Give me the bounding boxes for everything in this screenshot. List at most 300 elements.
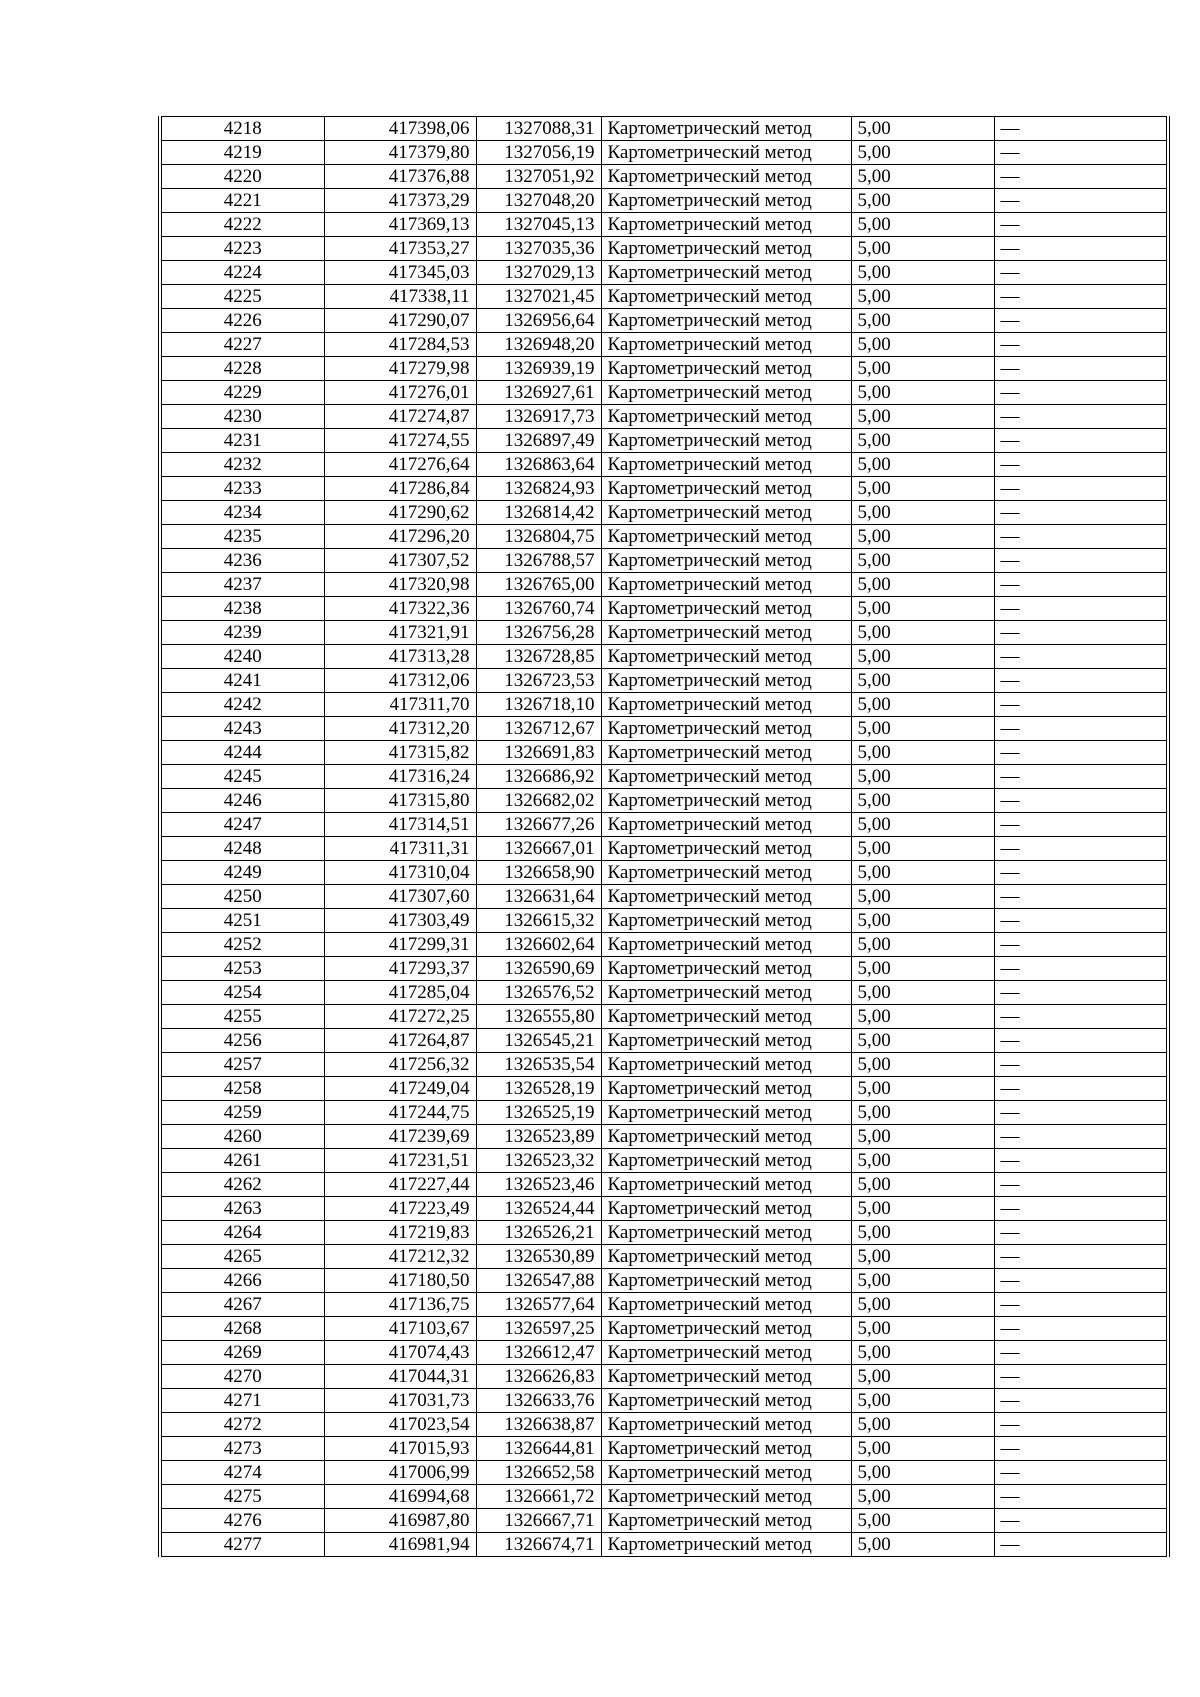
y-coordinate-cell: 1326718,10	[476, 693, 601, 717]
method-cell: Картометрический метод	[601, 405, 851, 429]
description-cell: —	[994, 1437, 1168, 1461]
y-coordinate-cell: 1326712,67	[476, 717, 601, 741]
description-cell: —	[994, 501, 1168, 525]
accuracy-cell: 5,00	[851, 189, 994, 213]
method-cell: Картометрический метод	[601, 885, 851, 909]
accuracy-cell: 5,00	[851, 1245, 994, 1269]
point-number-cell: 4240	[160, 645, 324, 669]
x-coordinate-cell: 417103,67	[324, 1317, 476, 1341]
accuracy-cell: 5,00	[851, 621, 994, 645]
table-row	[160, 141, 1168, 165]
x-coordinate-cell: 417307,60	[324, 885, 476, 909]
accuracy-cell: 5,00	[851, 1149, 994, 1173]
x-coordinate-cell: 417316,24	[324, 765, 476, 789]
table-row	[160, 1437, 1168, 1461]
description-cell: —	[994, 117, 1168, 141]
x-coordinate-cell: 417321,91	[324, 621, 476, 645]
table-row	[160, 789, 1168, 813]
point-number-cell: 4228	[160, 357, 324, 381]
point-number-cell: 4241	[160, 669, 324, 693]
accuracy-cell: 5,00	[851, 1365, 994, 1389]
point-number-cell: 4260	[160, 1125, 324, 1149]
method-cell: Картометрический метод	[601, 1509, 851, 1533]
method-cell: Картометрический метод	[601, 1437, 851, 1461]
description-cell: —	[994, 1197, 1168, 1221]
y-coordinate-cell: 1326633,76	[476, 1389, 601, 1413]
point-number-cell: 4255	[160, 1005, 324, 1029]
y-coordinate-cell: 1326528,19	[476, 1077, 601, 1101]
x-coordinate-cell: 416987,80	[324, 1509, 476, 1533]
y-coordinate-cell: 1326535,54	[476, 1053, 601, 1077]
description-cell: —	[994, 1461, 1168, 1485]
accuracy-cell: 5,00	[851, 117, 994, 141]
y-coordinate-cell: 1326897,49	[476, 429, 601, 453]
accuracy-cell: 5,00	[851, 1533, 994, 1557]
table-row	[160, 1173, 1168, 1197]
accuracy-cell: 5,00	[851, 309, 994, 333]
x-coordinate-cell: 416994,68	[324, 1485, 476, 1509]
y-coordinate-cell: 1326723,53	[476, 669, 601, 693]
method-cell: Картометрический метод	[601, 1389, 851, 1413]
x-coordinate-cell: 417310,04	[324, 861, 476, 885]
description-cell: —	[994, 1293, 1168, 1317]
point-number-cell: 4244	[160, 741, 324, 765]
method-cell: Картометрический метод	[601, 549, 851, 573]
point-number-cell: 4258	[160, 1077, 324, 1101]
description-cell: —	[994, 717, 1168, 741]
y-coordinate-cell: 1326631,64	[476, 885, 601, 909]
method-cell: Картометрический метод	[601, 1533, 851, 1557]
accuracy-cell: 5,00	[851, 1317, 994, 1341]
method-cell: Картометрический метод	[601, 117, 851, 141]
table-row	[160, 1053, 1168, 1077]
x-coordinate-cell: 417373,29	[324, 189, 476, 213]
method-cell: Картометрический метод	[601, 189, 851, 213]
point-number-cell: 4267	[160, 1293, 324, 1317]
point-number-cell: 4277	[160, 1533, 324, 1557]
description-cell: —	[994, 549, 1168, 573]
description-cell: —	[994, 1485, 1168, 1509]
accuracy-cell: 5,00	[851, 957, 994, 981]
table-row	[160, 357, 1168, 381]
method-cell: Картометрический метод	[601, 1485, 851, 1509]
point-number-cell: 4224	[160, 261, 324, 285]
method-cell: Картометрический метод	[601, 1149, 851, 1173]
x-coordinate-cell: 417244,75	[324, 1101, 476, 1125]
x-coordinate-cell: 417180,50	[324, 1269, 476, 1293]
description-cell: —	[994, 981, 1168, 1005]
accuracy-cell: 5,00	[851, 1485, 994, 1509]
method-cell: Картометрический метод	[601, 429, 851, 453]
x-coordinate-cell: 417284,53	[324, 333, 476, 357]
x-coordinate-cell: 417231,51	[324, 1149, 476, 1173]
point-number-cell: 4245	[160, 765, 324, 789]
method-cell: Картометрический метод	[601, 1221, 851, 1245]
point-number-cell: 4221	[160, 189, 324, 213]
point-number-cell: 4254	[160, 981, 324, 1005]
table-row	[160, 573, 1168, 597]
table-row	[160, 261, 1168, 285]
method-cell: Картометрический метод	[601, 1101, 851, 1125]
accuracy-cell: 5,00	[851, 141, 994, 165]
accuracy-cell: 5,00	[851, 741, 994, 765]
point-number-cell: 4246	[160, 789, 324, 813]
description-cell: —	[994, 237, 1168, 261]
description-cell: —	[994, 1389, 1168, 1413]
y-coordinate-cell: 1326661,72	[476, 1485, 601, 1509]
description-cell: —	[994, 357, 1168, 381]
accuracy-cell: 5,00	[851, 429, 994, 453]
x-coordinate-cell: 417239,69	[324, 1125, 476, 1149]
method-cell: Картометрический метод	[601, 1365, 851, 1389]
point-number-cell: 4252	[160, 933, 324, 957]
description-cell: —	[994, 285, 1168, 309]
x-coordinate-cell: 417279,98	[324, 357, 476, 381]
point-number-cell: 4271	[160, 1389, 324, 1413]
method-cell: Картометрический метод	[601, 1053, 851, 1077]
accuracy-cell: 5,00	[851, 165, 994, 189]
table-row	[160, 285, 1168, 309]
y-coordinate-cell: 1326824,93	[476, 477, 601, 501]
table-row	[160, 621, 1168, 645]
x-coordinate-cell: 417227,44	[324, 1173, 476, 1197]
point-number-cell: 4273	[160, 1437, 324, 1461]
accuracy-cell: 5,00	[851, 1029, 994, 1053]
y-coordinate-cell: 1327021,45	[476, 285, 601, 309]
accuracy-cell: 5,00	[851, 909, 994, 933]
method-cell: Картометрический метод	[601, 1269, 851, 1293]
x-coordinate-cell: 417315,80	[324, 789, 476, 813]
accuracy-cell: 5,00	[851, 453, 994, 477]
x-coordinate-cell: 417290,07	[324, 309, 476, 333]
x-coordinate-cell: 417023,54	[324, 1413, 476, 1437]
method-cell: Картометрический метод	[601, 621, 851, 645]
accuracy-cell: 5,00	[851, 885, 994, 909]
table-row	[160, 405, 1168, 429]
point-number-cell: 4247	[160, 813, 324, 837]
table-row	[160, 309, 1168, 333]
accuracy-cell: 5,00	[851, 1173, 994, 1197]
table-row	[160, 453, 1168, 477]
accuracy-cell: 5,00	[851, 789, 994, 813]
description-cell: —	[994, 1077, 1168, 1101]
y-coordinate-cell: 1326547,88	[476, 1269, 601, 1293]
point-number-cell: 4268	[160, 1317, 324, 1341]
table-row	[160, 933, 1168, 957]
y-coordinate-cell: 1326644,81	[476, 1437, 601, 1461]
method-cell: Картометрический метод	[601, 357, 851, 381]
description-cell: —	[994, 597, 1168, 621]
table-row	[160, 549, 1168, 573]
point-number-cell: 4275	[160, 1485, 324, 1509]
point-number-cell: 4230	[160, 405, 324, 429]
y-coordinate-cell: 1326612,47	[476, 1341, 601, 1365]
accuracy-cell: 5,00	[851, 693, 994, 717]
y-coordinate-cell: 1326682,02	[476, 789, 601, 813]
y-coordinate-cell: 1326691,83	[476, 741, 601, 765]
point-number-cell: 4251	[160, 909, 324, 933]
description-cell: —	[994, 1317, 1168, 1341]
table-row	[160, 669, 1168, 693]
method-cell: Картометрический метод	[601, 237, 851, 261]
x-coordinate-cell: 417074,43	[324, 1341, 476, 1365]
y-coordinate-cell: 1326652,58	[476, 1461, 601, 1485]
table-row	[160, 501, 1168, 525]
y-coordinate-cell: 1326526,21	[476, 1221, 601, 1245]
description-cell: —	[994, 1101, 1168, 1125]
point-number-cell: 4238	[160, 597, 324, 621]
table-row	[160, 165, 1168, 189]
table-row	[160, 1485, 1168, 1509]
accuracy-cell: 5,00	[851, 1053, 994, 1077]
point-number-cell: 4270	[160, 1365, 324, 1389]
y-coordinate-cell: 1326674,71	[476, 1533, 601, 1557]
x-coordinate-cell: 417219,83	[324, 1221, 476, 1245]
description-cell: —	[994, 141, 1168, 165]
x-coordinate-cell: 417256,32	[324, 1053, 476, 1077]
y-coordinate-cell: 1326863,64	[476, 453, 601, 477]
accuracy-cell: 5,00	[851, 285, 994, 309]
y-coordinate-cell: 1327045,13	[476, 213, 601, 237]
y-coordinate-cell: 1326667,71	[476, 1509, 601, 1533]
description-cell: —	[994, 669, 1168, 693]
description-cell: —	[994, 1149, 1168, 1173]
method-cell: Картометрический метод	[601, 981, 851, 1005]
method-cell: Картометрический метод	[601, 165, 851, 189]
point-number-cell: 4243	[160, 717, 324, 741]
accuracy-cell: 5,00	[851, 765, 994, 789]
y-coordinate-cell: 1326804,75	[476, 525, 601, 549]
coordinates-table	[158, 116, 1170, 1557]
description-cell: —	[994, 861, 1168, 885]
method-cell: Картометрический метод	[601, 1461, 851, 1485]
x-coordinate-cell: 417376,88	[324, 165, 476, 189]
accuracy-cell: 5,00	[851, 837, 994, 861]
description-cell: —	[994, 885, 1168, 909]
description-cell: —	[994, 741, 1168, 765]
x-coordinate-cell: 417006,99	[324, 1461, 476, 1485]
description-cell: —	[994, 909, 1168, 933]
y-coordinate-cell: 1326524,44	[476, 1197, 601, 1221]
point-number-cell: 4272	[160, 1413, 324, 1437]
table-row	[160, 237, 1168, 261]
table-row	[160, 981, 1168, 1005]
table-row	[160, 1293, 1168, 1317]
accuracy-cell: 5,00	[851, 669, 994, 693]
y-coordinate-cell: 1326638,87	[476, 1413, 601, 1437]
table-row	[160, 1101, 1168, 1125]
point-number-cell: 4239	[160, 621, 324, 645]
x-coordinate-cell: 417311,70	[324, 693, 476, 717]
y-coordinate-cell: 1326756,28	[476, 621, 601, 645]
accuracy-cell: 5,00	[851, 357, 994, 381]
point-number-cell: 4264	[160, 1221, 324, 1245]
table-body	[160, 117, 1168, 1557]
y-coordinate-cell: 1326523,32	[476, 1149, 601, 1173]
point-number-cell: 4237	[160, 573, 324, 597]
x-coordinate-cell: 417136,75	[324, 1293, 476, 1317]
accuracy-cell: 5,00	[851, 861, 994, 885]
accuracy-cell: 5,00	[851, 717, 994, 741]
x-coordinate-cell: 417314,51	[324, 813, 476, 837]
y-coordinate-cell: 1326760,74	[476, 597, 601, 621]
description-cell: —	[994, 693, 1168, 717]
point-number-cell: 4276	[160, 1509, 324, 1533]
y-coordinate-cell: 1326626,83	[476, 1365, 601, 1389]
point-number-cell: 4256	[160, 1029, 324, 1053]
description-cell: —	[994, 477, 1168, 501]
accuracy-cell: 5,00	[851, 1413, 994, 1437]
table-row	[160, 429, 1168, 453]
y-coordinate-cell: 1326523,46	[476, 1173, 601, 1197]
accuracy-cell: 5,00	[851, 981, 994, 1005]
y-coordinate-cell: 1327051,92	[476, 165, 601, 189]
table-row	[160, 1509, 1168, 1533]
description-cell: —	[994, 1341, 1168, 1365]
description-cell: —	[994, 645, 1168, 669]
description-cell: —	[994, 429, 1168, 453]
y-coordinate-cell: 1327035,36	[476, 237, 601, 261]
table-row	[160, 1149, 1168, 1173]
method-cell: Картометрический метод	[601, 765, 851, 789]
description-cell: —	[994, 453, 1168, 477]
point-number-cell: 4262	[160, 1173, 324, 1197]
table-row	[160, 477, 1168, 501]
x-coordinate-cell: 417276,01	[324, 381, 476, 405]
point-number-cell: 4235	[160, 525, 324, 549]
x-coordinate-cell: 416981,94	[324, 1533, 476, 1557]
table-row	[160, 1533, 1168, 1557]
method-cell: Картометрический метод	[601, 309, 851, 333]
accuracy-cell: 5,00	[851, 1221, 994, 1245]
description-cell: —	[994, 381, 1168, 405]
table-row	[160, 957, 1168, 981]
description-cell: —	[994, 261, 1168, 285]
method-cell: Картометрический метод	[601, 333, 851, 357]
x-coordinate-cell: 417276,64	[324, 453, 476, 477]
accuracy-cell: 5,00	[851, 501, 994, 525]
table-row	[160, 597, 1168, 621]
point-number-cell: 4269	[160, 1341, 324, 1365]
table-row	[160, 1389, 1168, 1413]
method-cell: Картометрический метод	[601, 501, 851, 525]
accuracy-cell: 5,00	[851, 1101, 994, 1125]
accuracy-cell: 5,00	[851, 1125, 994, 1149]
x-coordinate-cell: 417312,20	[324, 717, 476, 741]
y-coordinate-cell: 1326917,73	[476, 405, 601, 429]
method-cell: Картометрический метод	[601, 1125, 851, 1149]
point-number-cell: 4265	[160, 1245, 324, 1269]
method-cell: Картометрический метод	[601, 213, 851, 237]
y-coordinate-cell: 1326788,57	[476, 549, 601, 573]
accuracy-cell: 5,00	[851, 525, 994, 549]
method-cell: Картометрический метод	[601, 1413, 851, 1437]
table-row	[160, 213, 1168, 237]
method-cell: Картометрический метод	[601, 1293, 851, 1317]
table-row	[160, 741, 1168, 765]
accuracy-cell: 5,00	[851, 1269, 994, 1293]
method-cell: Картометрический метод	[601, 1005, 851, 1029]
y-coordinate-cell: 1326927,61	[476, 381, 601, 405]
table-row	[160, 189, 1168, 213]
y-coordinate-cell: 1326523,89	[476, 1125, 601, 1149]
y-coordinate-cell: 1326602,64	[476, 933, 601, 957]
table-row	[160, 1077, 1168, 1101]
accuracy-cell: 5,00	[851, 1293, 994, 1317]
x-coordinate-cell: 417312,06	[324, 669, 476, 693]
x-coordinate-cell: 417015,93	[324, 1437, 476, 1461]
method-cell: Картометрический метод	[601, 933, 851, 957]
method-cell: Картометрический метод	[601, 597, 851, 621]
y-coordinate-cell: 1326728,85	[476, 645, 601, 669]
point-number-cell: 4232	[160, 453, 324, 477]
method-cell: Картометрический метод	[601, 1245, 851, 1269]
x-coordinate-cell: 417338,11	[324, 285, 476, 309]
method-cell: Картометрический метод	[601, 1173, 851, 1197]
description-cell: —	[994, 837, 1168, 861]
accuracy-cell: 5,00	[851, 477, 994, 501]
y-coordinate-cell: 1326555,80	[476, 1005, 601, 1029]
point-number-cell: 4242	[160, 693, 324, 717]
point-number-cell: 4261	[160, 1149, 324, 1173]
description-cell: —	[994, 165, 1168, 189]
x-coordinate-cell: 417320,98	[324, 573, 476, 597]
table-row	[160, 837, 1168, 861]
accuracy-cell: 5,00	[851, 1509, 994, 1533]
description-cell: —	[994, 1245, 1168, 1269]
y-coordinate-cell: 1326667,01	[476, 837, 601, 861]
description-cell: —	[994, 1269, 1168, 1293]
accuracy-cell: 5,00	[851, 1389, 994, 1413]
method-cell: Картометрический метод	[601, 669, 851, 693]
method-cell: Картометрический метод	[601, 957, 851, 981]
description-cell: —	[994, 621, 1168, 645]
description-cell: —	[994, 933, 1168, 957]
point-number-cell: 4236	[160, 549, 324, 573]
accuracy-cell: 5,00	[851, 1461, 994, 1485]
y-coordinate-cell: 1327088,31	[476, 117, 601, 141]
x-coordinate-cell: 417315,82	[324, 741, 476, 765]
method-cell: Картометрический метод	[601, 741, 851, 765]
point-number-cell: 4253	[160, 957, 324, 981]
accuracy-cell: 5,00	[851, 549, 994, 573]
x-coordinate-cell: 417322,36	[324, 597, 476, 621]
table-row	[160, 1269, 1168, 1293]
x-coordinate-cell: 417212,32	[324, 1245, 476, 1269]
x-coordinate-cell: 417311,31	[324, 837, 476, 861]
point-number-cell: 4263	[160, 1197, 324, 1221]
point-number-cell: 4218	[160, 117, 324, 141]
method-cell: Картометрический метод	[601, 477, 851, 501]
x-coordinate-cell: 417290,62	[324, 501, 476, 525]
x-coordinate-cell: 417044,31	[324, 1365, 476, 1389]
x-coordinate-cell: 417274,87	[324, 405, 476, 429]
table-row	[160, 1221, 1168, 1245]
x-coordinate-cell: 417272,25	[324, 1005, 476, 1029]
table-row	[160, 645, 1168, 669]
accuracy-cell: 5,00	[851, 933, 994, 957]
accuracy-cell: 5,00	[851, 1005, 994, 1029]
accuracy-cell: 5,00	[851, 261, 994, 285]
method-cell: Картометрический метод	[601, 525, 851, 549]
table-row	[160, 693, 1168, 717]
y-coordinate-cell: 1326939,19	[476, 357, 601, 381]
method-cell: Картометрический метод	[601, 1077, 851, 1101]
point-number-cell: 4249	[160, 861, 324, 885]
point-number-cell: 4274	[160, 1461, 324, 1485]
method-cell: Картометрический метод	[601, 1317, 851, 1341]
method-cell: Картометрический метод	[601, 453, 851, 477]
